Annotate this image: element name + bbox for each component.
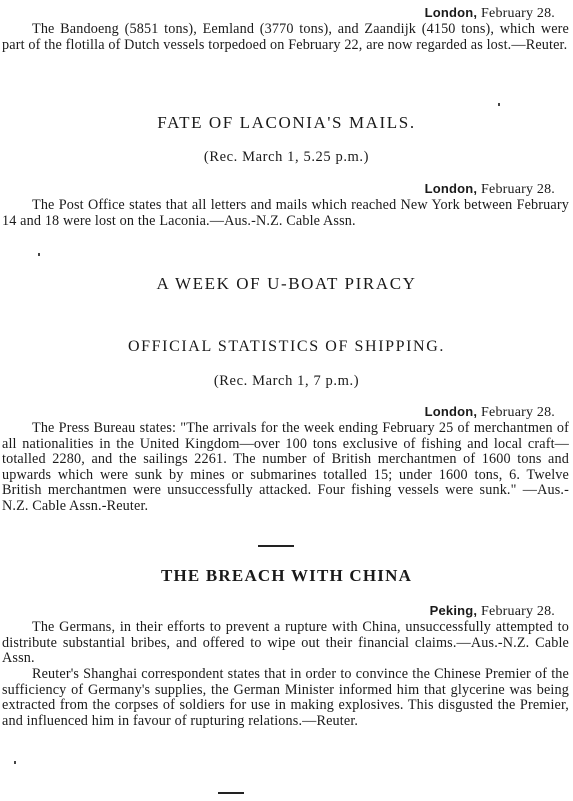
dateline-date: February 28. xyxy=(481,6,555,21)
dateline-laconia xyxy=(0,181,555,198)
section-divider xyxy=(218,792,244,794)
dateline-place: London, xyxy=(424,181,478,196)
dateline-date: February 28. xyxy=(481,604,555,619)
headline-laconia: FATE OF LACONIA'S MAILS. xyxy=(157,113,416,132)
article-body-china-2: Reuter's Shanghai correspondent states that in order to convince the Chinese Premier of the sufficiency of Germany's supplies, the German Minister informed him that glycerine was being extracted from the corpses of soldiers for use in making explosives. This disgusted the Premier, and influenced him in favour of rupturing relations.—Reuter. xyxy=(2,666,569,729)
dateline-uboat xyxy=(0,404,555,421)
dateline-place: London, xyxy=(424,404,478,419)
dateline-place: Peking, xyxy=(429,603,478,618)
headline-china: THE BREACH WITH CHINA xyxy=(160,566,413,585)
dateline-bandoeng xyxy=(0,5,555,22)
dateline-date: February 28. xyxy=(481,405,555,420)
headline-uboat: A WEEK OF U-BOAT PIRACY xyxy=(156,274,417,293)
print-speck xyxy=(14,761,16,764)
section-divider xyxy=(258,545,294,547)
article-body-uboat: The Press Bureau states: "The arrivals for the week ending February 25 of merchantmen of all nationalities in the United Kingdom—over 100 tons exclusive of fishing and local craft—totalled 2280, and the sailings 2261. The number of British merchantmen of 1600 tons and upwards which were sunk by mines or submarines totalled 15; under 1600 tons, 6. Twelve British merchantmen were unsuccessfully attacked. Four fishing vessels were sunk." —Aus.-N.Z. Cable Assn.-Reuter. xyxy=(2,420,569,514)
article-body-china-1: The Germans, in their efforts to prevent a rupture with China, unsuccessfully attempted to distribute substantial bribes, and offered to wipe out their financial claims.—Aus.-N.Z. Cable Assn. xyxy=(2,619,569,667)
dateline-date: February 28. xyxy=(481,182,555,197)
article-body-laconia: The Post Office states that all letters and mails which reached New York between February 14 and 18 were lost on the Laconia.—Aus.-N.Z. Cable Assn. xyxy=(2,197,569,229)
received-line-laconia: (Rec. March 1, 5.25 p.m.) xyxy=(203,149,370,165)
dateline-place: London, xyxy=(424,5,478,20)
subheadline-uboat: OFFICIAL STATISTICS OF SHIPPING. xyxy=(128,338,445,355)
article-body-bandoeng: The Bandoeng (5851 tons), Eemland (3770 tons), and Zaandijk (4150 tons), which were part of the flotilla of Dutch vessels torpedoed on February 22, are now regarded as lost.—Reuter. xyxy=(2,21,569,53)
dateline-china xyxy=(0,603,555,620)
received-line-uboat: (Rec. March 1, 7 p.m.) xyxy=(213,373,360,389)
print-speck xyxy=(38,253,40,256)
print-speck xyxy=(498,103,500,106)
